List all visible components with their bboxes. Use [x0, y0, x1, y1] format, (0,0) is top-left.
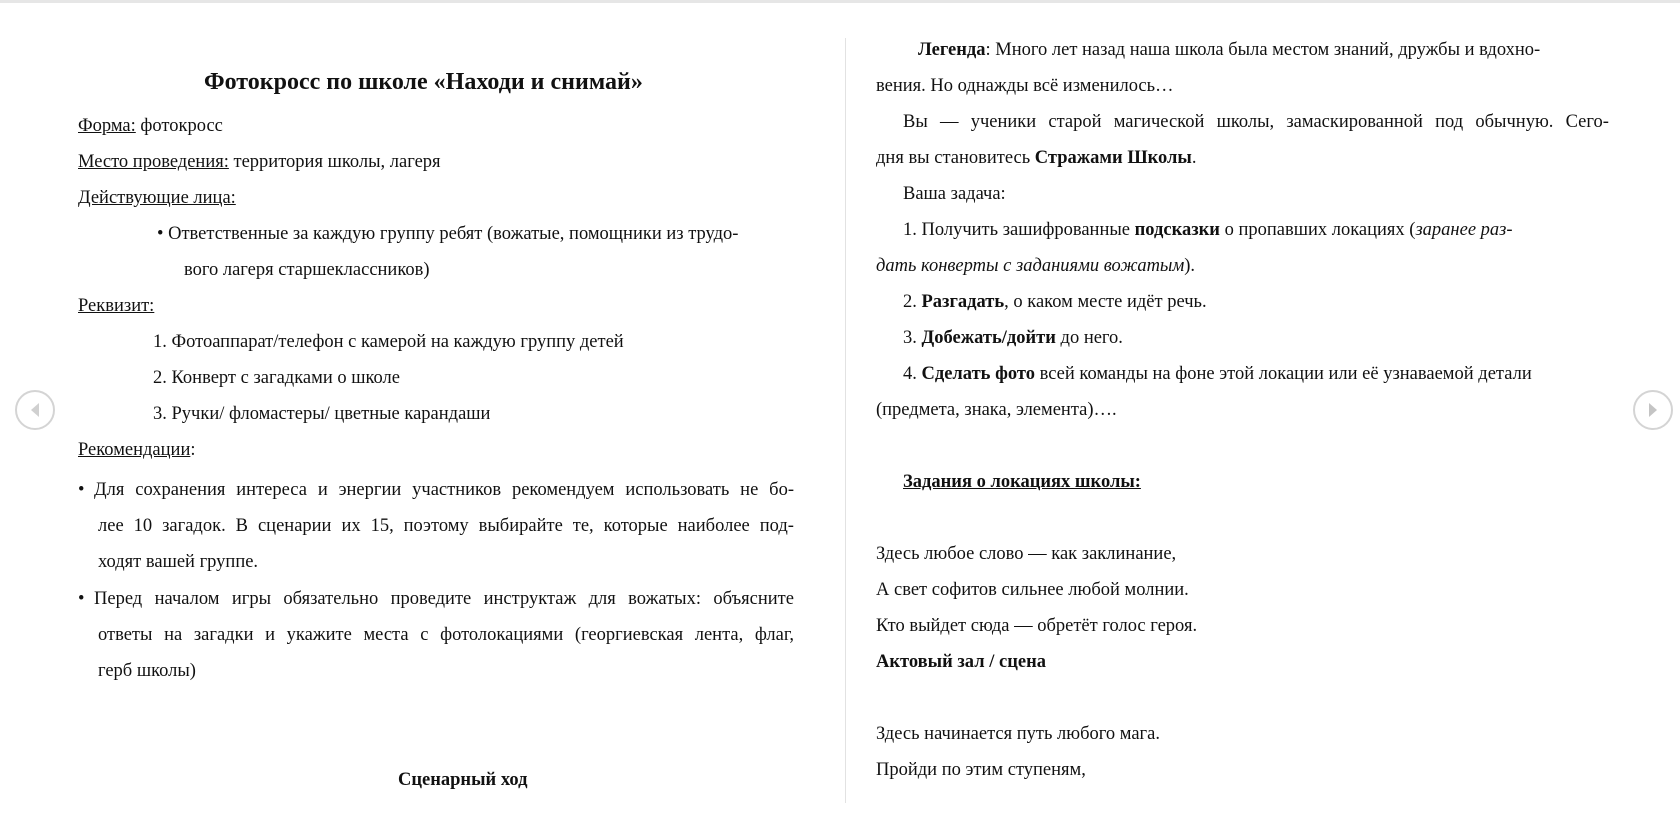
- step1-bold: подсказки: [1134, 220, 1220, 240]
- vy-line2: [876, 146, 1197, 170]
- step2-bold: Разгадать: [921, 292, 1005, 312]
- rekvizit-item: [153, 330, 624, 354]
- rekom-label: Рекомендации: [78, 440, 191, 460]
- word: объясните: [713, 589, 794, 609]
- word: участников: [412, 480, 502, 500]
- legenda-label: Легенда: [918, 40, 986, 60]
- word: лента,: [694, 625, 744, 645]
- word: сценарии: [257, 516, 332, 536]
- step3-bold: Добежать/дойти: [921, 328, 1056, 348]
- vy-end: .: [1191, 148, 1197, 168]
- vy-line1: [903, 110, 1609, 134]
- word: загадок.: [162, 516, 226, 536]
- word: Сего-: [1565, 112, 1609, 132]
- item-text: Ручки/ фломастеры/ цветные карандаши: [171, 404, 491, 424]
- rekvizit-item: [153, 402, 490, 426]
- word: укажите: [286, 625, 352, 645]
- word: бо-: [769, 480, 794, 500]
- step1-italic: заранее раз-: [1415, 220, 1513, 240]
- word: Для: [94, 480, 125, 500]
- word: места: [363, 625, 409, 645]
- item-number: 1.: [153, 332, 167, 352]
- page-divider: [845, 38, 846, 803]
- rekom-heading: [78, 438, 196, 462]
- word: ответы: [98, 625, 153, 645]
- bullet: •: [157, 224, 164, 244]
- word: под-: [759, 516, 794, 536]
- word: загадки: [193, 625, 254, 645]
- word: обязательно: [283, 589, 379, 609]
- previous-page-button[interactable]: [15, 390, 55, 430]
- step1-text: 1. Получить зашифрованные: [903, 220, 1135, 240]
- step3: [903, 326, 1123, 350]
- word: не: [740, 480, 759, 500]
- word: наиболее: [677, 516, 750, 536]
- word: В: [235, 516, 248, 536]
- item-number: 2.: [153, 368, 167, 388]
- vy-text: дня вы становитесь: [876, 148, 1035, 168]
- word: под: [1435, 112, 1464, 132]
- riddle-answer: Актовый зал / сцена: [876, 652, 1046, 672]
- rekom2-line2: [98, 623, 794, 647]
- step4-num: 4.: [903, 364, 922, 384]
- word: инструктаж: [483, 589, 577, 609]
- word: и: [265, 625, 276, 645]
- step2-text: , о каком месте идёт речь.: [1004, 292, 1207, 312]
- word: на: [164, 625, 183, 645]
- word: старой: [1048, 112, 1102, 132]
- word: те,: [572, 516, 594, 536]
- step4-line2: (предмета, знака, элемента)….: [876, 400, 1117, 420]
- bullet: •: [78, 480, 85, 500]
- word: лее: [98, 516, 124, 536]
- word: которые: [603, 516, 668, 536]
- rekom2-line1: [94, 587, 794, 611]
- riddle-line: Кто выйдет сюда — обретёт голос героя.: [876, 616, 1198, 636]
- bullet: •: [78, 589, 85, 609]
- rekom1-line1: [94, 478, 794, 502]
- word: магической: [1113, 112, 1205, 132]
- viewer-top-border: [0, 0, 1680, 3]
- step4-text: всей команды на фоне этой локации или её узнаваемой детали: [1034, 364, 1532, 384]
- word: началом: [154, 589, 220, 609]
- word: Перед: [94, 589, 143, 609]
- step3-text: до него.: [1055, 328, 1123, 348]
- lica-label: Действующие лица:: [78, 188, 236, 208]
- step2-num: 2.: [903, 292, 922, 312]
- scenario-title: Сценарный ход: [398, 770, 528, 790]
- word: выбирайте: [478, 516, 563, 536]
- item-text: Конверт с загадками о школе: [171, 368, 400, 388]
- word: 10: [133, 516, 153, 536]
- word: сохранения: [135, 480, 226, 500]
- vy-bold: Стражами Школы: [1034, 148, 1192, 168]
- document-title: Фотокросс по школе «Находи и снимай»: [204, 69, 643, 95]
- rekom1-line3: ходят вашей группе.: [98, 552, 259, 572]
- word: замаскированной: [1286, 112, 1423, 132]
- word: для: [588, 589, 616, 609]
- riddle-line: Пройди по этим ступеням,: [876, 760, 1086, 780]
- next-page-button[interactable]: [1633, 390, 1673, 430]
- lica-text-line2: вого лагеря старшеклассников): [184, 260, 430, 280]
- forma-label: Форма:: [78, 116, 136, 136]
- word: их: [341, 516, 361, 536]
- step3-num: 3.: [903, 328, 922, 348]
- word: школы,: [1216, 112, 1275, 132]
- forma-line: [78, 114, 223, 138]
- mesto-value: территория школы, лагеря: [228, 152, 441, 172]
- rekom1-line2: [98, 514, 794, 538]
- step1-line2: [876, 254, 1195, 278]
- word: поэтому: [403, 516, 469, 536]
- word: игры: [231, 589, 272, 609]
- word: вожатых:: [628, 589, 701, 609]
- riddle-line: А свет софитов сильнее любой молнии.: [876, 580, 1189, 600]
- word: —: [939, 112, 959, 132]
- lica-text-line1: Ответственные за каждую группу ребят (вожатые, помощники из трудо-: [168, 224, 739, 244]
- legenda-line2: вения. Но однажды всё изменилось…: [876, 76, 1174, 96]
- rekom2-line3: герб школы): [98, 661, 196, 681]
- rekvizit-item: [153, 366, 400, 390]
- step1-end: ).: [1184, 256, 1196, 276]
- word: с: [420, 625, 429, 645]
- step4-bold: Сделать фото: [921, 364, 1035, 384]
- chevron-left-icon: [28, 402, 42, 418]
- word: обычную.: [1475, 112, 1554, 132]
- riddle-line: Здесь начинается путь любого мага.: [876, 724, 1160, 744]
- tasks-heading: Задания о локациях школы:: [903, 472, 1141, 492]
- legenda-line1: [918, 38, 1540, 62]
- legenda-text: : Много лет назад наша школа была местом знаний, дружбы и вдохно-: [985, 40, 1541, 60]
- forma-value: фотокросс: [135, 116, 223, 136]
- word: 15,: [370, 516, 394, 536]
- rekvizit-label: Реквизит:: [78, 296, 155, 316]
- word: флаг,: [754, 625, 794, 645]
- word: рекомендуем: [511, 480, 615, 500]
- word: и: [317, 480, 328, 500]
- item-number: 3.: [153, 404, 167, 424]
- riddle-line: Здесь любое слово — как заклинание,: [876, 544, 1177, 564]
- word: фотолокациями: [440, 625, 564, 645]
- step2: [903, 290, 1207, 314]
- step1-italic2: дать конверты с заданиями вожатым: [876, 256, 1185, 276]
- step1-mid: о пропавших локациях (: [1219, 220, 1416, 240]
- word: интереса: [236, 480, 307, 500]
- word: использовать: [625, 480, 730, 500]
- mesto-label: Место проведения:: [78, 152, 229, 172]
- word: Вы: [903, 112, 928, 132]
- step4-line1: [903, 362, 1532, 386]
- word: ученики: [970, 112, 1037, 132]
- item-text: Фотоаппарат/телефон с камерой на каждую группу детей: [171, 332, 624, 352]
- word: проведите: [390, 589, 472, 609]
- mesto-line: [78, 150, 441, 174]
- zadacha: Ваша задача:: [903, 184, 1006, 204]
- rekom-colon: :: [190, 440, 196, 460]
- chevron-right-icon: [1646, 402, 1660, 418]
- word: (георгиевская: [574, 625, 684, 645]
- step1-line1: [903, 218, 1513, 242]
- word: энергии: [338, 480, 402, 500]
- lica-item: [157, 222, 738, 246]
